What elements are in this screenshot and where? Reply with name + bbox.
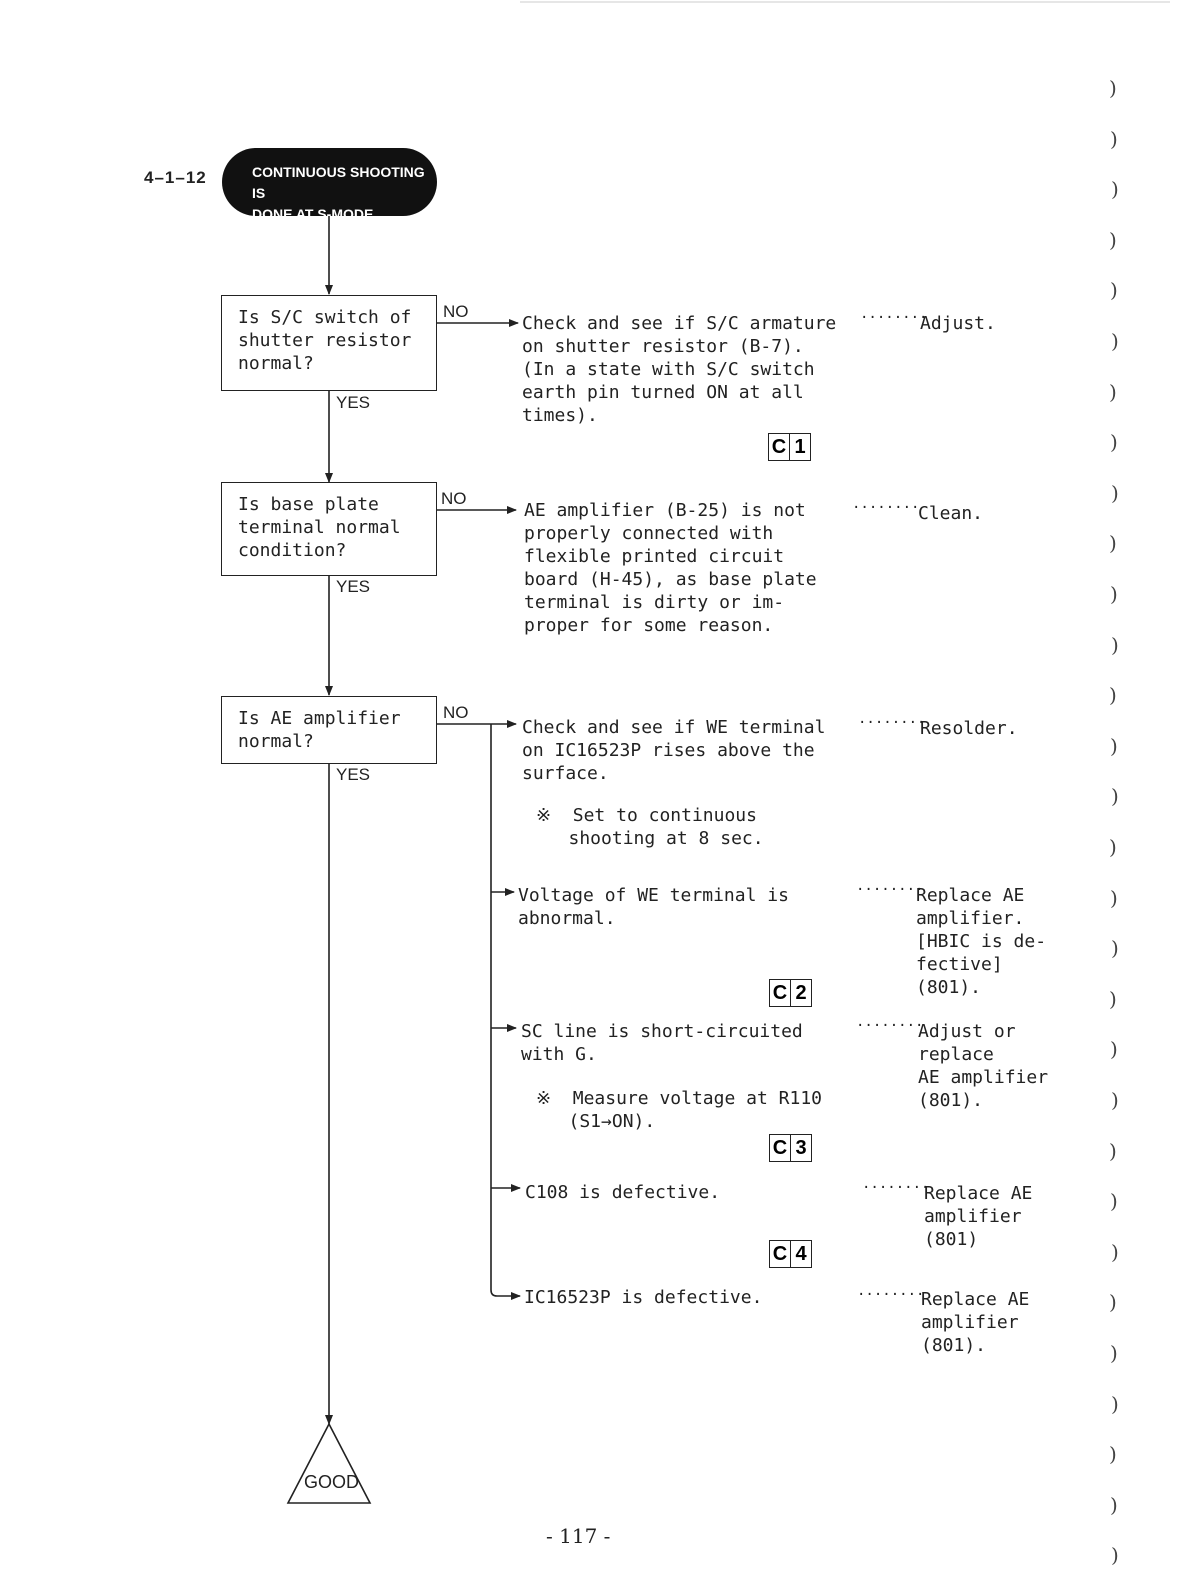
result-text-ic16523p: IC16523P is defective. [524, 1287, 763, 1308]
result-text-ae-connection: AE amplifier (B-25) is not properly connected with flexible printed circuit board (H-45), as base plate terminal is dirty or im- proper for some reason. [524, 500, 817, 636]
margin-mark: ) [1109, 986, 1117, 1011]
result-text-we-terminal: Check and see if WE terminal on IC16523P rises above the surface. [522, 717, 826, 784]
decision-box-sc-switch [221, 295, 437, 391]
reference-tag-c1: C 1 [768, 433, 811, 461]
decision-text: Is S/C switch of shutter resistor normal? [238, 307, 412, 374]
note-text: ※ Measure voltage at R110 (S1→ON). [536, 1088, 823, 1132]
decision-text: Is AE amplifier normal? [238, 708, 401, 752]
action-text: Replace AE amplifier (801) [924, 1183, 1033, 1250]
yes-label: YES [336, 577, 371, 596]
margin-mark: ) [1109, 379, 1117, 404]
start-line-2: DONE AT S-MODE [252, 206, 374, 222]
yes-label: YES [336, 765, 371, 784]
leader-dots: ········ [862, 1180, 930, 1196]
start-terminator [222, 148, 437, 222]
margin-mark: ) [1110, 1189, 1118, 1214]
margin-mark: ) [1111, 632, 1119, 657]
reference-tag-c2: C 2 [769, 979, 812, 1007]
leader-dots: ········ [858, 715, 926, 731]
margin-mark: ) [1111, 177, 1119, 202]
leader-dots: ········ [856, 882, 924, 898]
margin-mark: ) [1110, 733, 1118, 758]
good-terminator-label: GOOD [304, 1472, 360, 1492]
margin-mark: ) [1110, 1492, 1118, 1517]
yes-label: YES [336, 393, 371, 412]
margin-mark: ) [1109, 531, 1117, 556]
section-number: 4–1–12 [144, 168, 207, 187]
result-text-we-voltage: Voltage of WE terminal is abnormal. [518, 885, 789, 929]
margin-mark: ) [1111, 784, 1119, 809]
margin-mark: ) [1110, 126, 1118, 151]
action-text: Adjust. [920, 313, 996, 334]
margin-mark: ) [1111, 1543, 1119, 1568]
margin-mark: ) [1110, 1341, 1118, 1365]
result-text-c108: C108 is defective. [525, 1182, 721, 1203]
decision-box-ae-amplifier [221, 696, 437, 764]
no-label: NO [443, 302, 469, 321]
page-number: - 117 - [546, 1524, 611, 1548]
action-text: Adjust or replace AE amplifier (801). [918, 1021, 1049, 1111]
margin-mark: ) [1109, 1290, 1117, 1315]
margin-mark: ) [1110, 582, 1118, 606]
margin-mark: ) [1109, 1138, 1117, 1163]
result-text-sc-armature: Check and see if S/C armature on shutter resistor (B-7). (In a state with S/C switch earth pin turned ON at all times). [522, 313, 837, 426]
margin-mark: ) [1111, 1239, 1119, 1264]
decision-box-base-plate [221, 482, 437, 576]
action-text: Replace AE amplifier. [HBIC is de- fective] (801). [916, 885, 1047, 998]
margin-mark: ) [1111, 1088, 1119, 1112]
decision-text: Is base plate terminal normal condition? [238, 494, 401, 561]
action-text: Resolder. [920, 718, 1018, 739]
margin-mark: ) [1110, 278, 1118, 303]
margin-mark: ) [1111, 480, 1119, 505]
margin-mark: ) [1109, 76, 1117, 100]
margin-mark: ) [1109, 227, 1117, 252]
leader-dots: ········ [857, 1287, 925, 1303]
margin-mark: ) [1109, 835, 1117, 859]
no-label: NO [441, 489, 467, 508]
margin-mark: ) [1111, 1391, 1119, 1416]
margin-mark: ) [1110, 885, 1118, 910]
action-text: Replace AE amplifier (801). [921, 1289, 1030, 1356]
leader-dots: ········ [860, 310, 928, 326]
start-line-1: CONTINUOUS SHOOTING IS [252, 164, 425, 201]
margin-mark: ) [1111, 329, 1119, 353]
margin-mark: ) [1111, 936, 1119, 961]
margin-mark: ) [1110, 1037, 1118, 1062]
leader-dots: ········ [856, 1018, 924, 1034]
margin-mark: ) [1109, 1442, 1117, 1467]
leader-dots: ········ [852, 500, 920, 516]
result-text-sc-line: SC line is short-circuited with G. [521, 1021, 803, 1065]
margin-mark: ) [1109, 683, 1117, 708]
margin-mark: ) [1110, 430, 1118, 455]
reference-tag-c3: C 3 [769, 1134, 812, 1162]
reference-tag-c4: C 4 [769, 1240, 812, 1268]
action-text: Clean. [918, 503, 984, 524]
no-label: NO [443, 703, 469, 722]
note-text: ※ Set to continuous shooting at 8 sec. [536, 805, 764, 849]
